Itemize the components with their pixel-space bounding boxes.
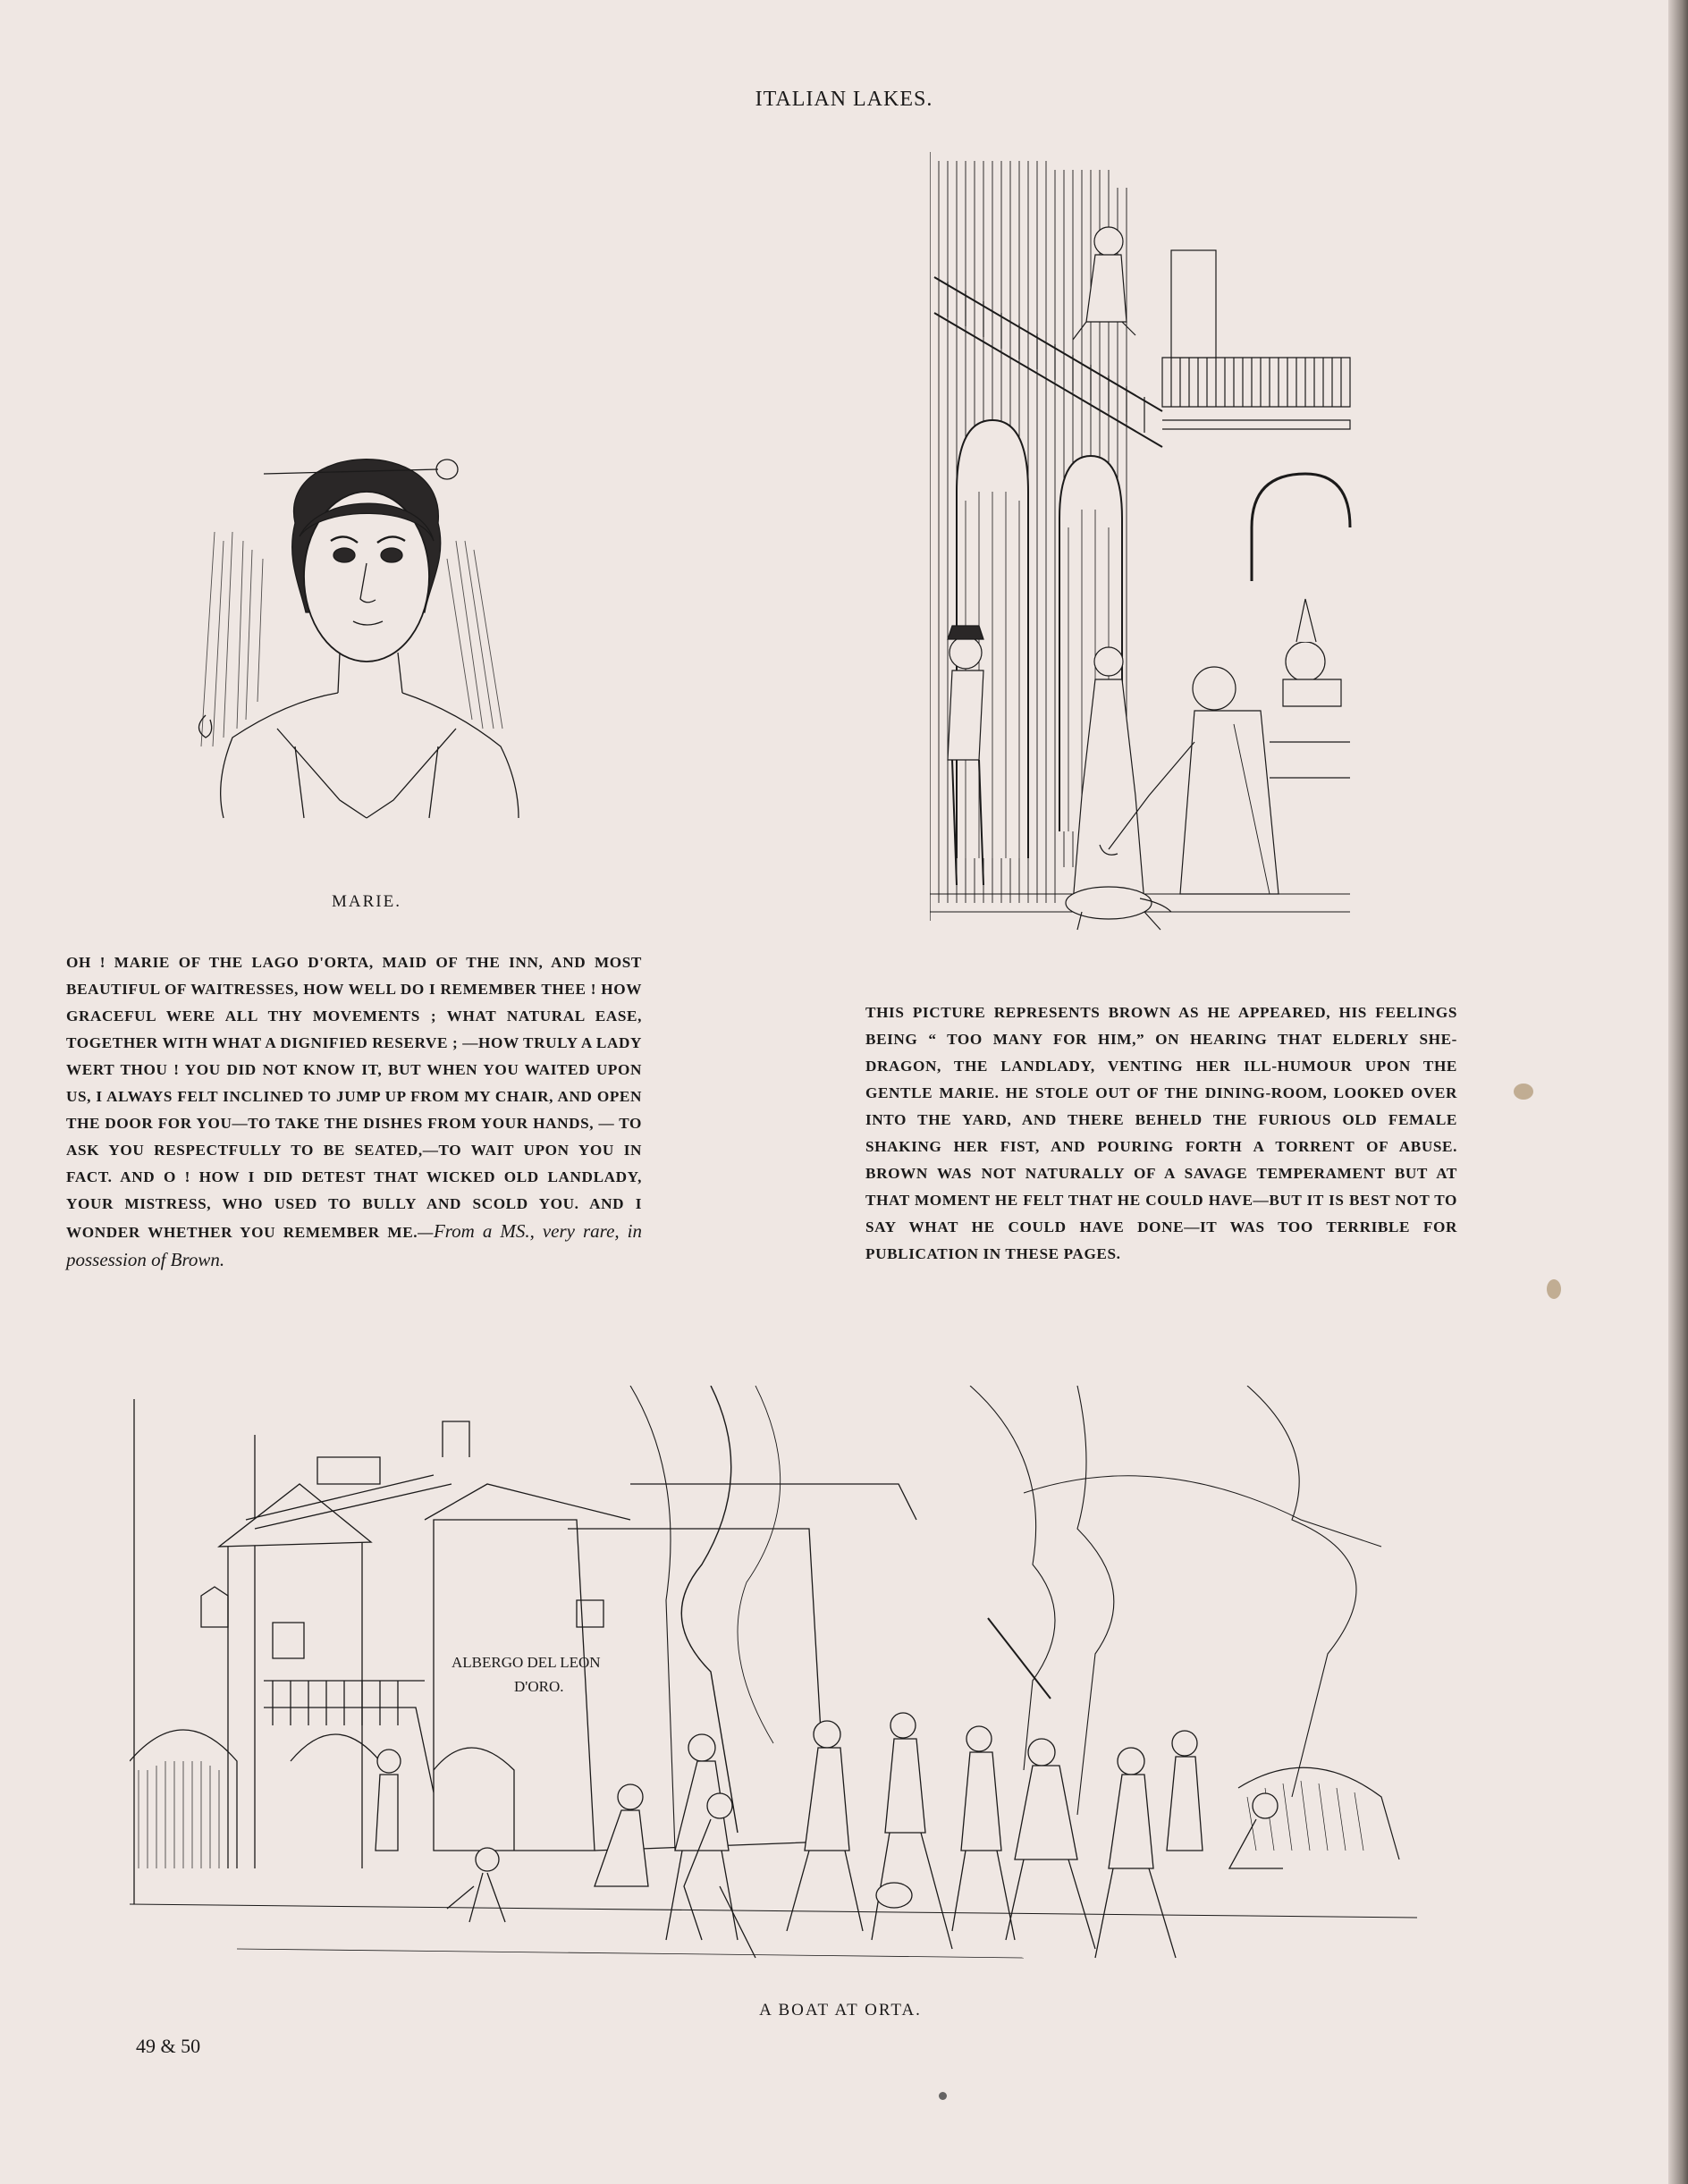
page-edge (1668, 0, 1688, 2184)
portrait-engraving (188, 407, 545, 827)
inn-sign-line2: D'ORO. (514, 1678, 564, 1695)
foxing-spot (1547, 1279, 1561, 1299)
foxing-spot (939, 2092, 947, 2100)
portrait-caption: MARIE. (332, 892, 401, 911)
brown-passage: THIS PICTURE REPRESENTS BROWN AS HE APPEARED, HIS FEELINGS BEING “ TOO MANY FOR HIM,” ON HEARING THAT ELDERLY SHE-DRAGON, THE LANDLADY, VENTING HER ILL-HUMOUR UPON THE GENTLE MARIE. HE STOLE OUT OF THE DINING-ROOM, LOOKED OVER INTO THE YARD, AND THERE BEHELD THE FURIOUS OLD FEMALE SHAKING HER FIST, AND POURING FORTH A TORRENT OF ABUSE. BROWN WAS NOT NATURALLY OF A SAVAGE TEMPERAMENT BUT AT THAT MOMENT HE FELT THAT HE COULD HAVE—BUT IT IS BEST NOT TO SAY WHAT HE COULD HAVE DONE—IT WAS TOO TERRIBLE FOR PUBLICATION IN THESE PAGES. (865, 1004, 1457, 1262)
courtyard-engraving (930, 152, 1359, 939)
inn-sign-line1: ALBERGO DEL LEON (452, 1654, 601, 1671)
foxing-spot (1514, 1084, 1533, 1100)
marie-passage-body: OH ! MARIE OF THE LAGO D'ORTA, MAID OF THE INN, AND MOST BEAUTIFUL OF WAITRESSES, HOW WELL DO I REMEMBER THEE ! HOW GRACEFUL WERE ALL THY MOVEMENTS ; WHAT NATURAL EASE, TOGETHER WITH WHAT A DIGNIFIED RESERVE ; —HOW TRULY A LADY WERT THOU ! YOU DID NOT KNOW IT, BUT WHEN YOU WAITED UPON US, I ALWAYS FELT INCLINED TO JUMP UP FROM MY CHAIR, AND OPEN THE DOOR FOR YOU—TO TAKE THE DISHES FROM YOUR HANDS, — TO ASK YOU RESPECTFULLY TO BE SEATED,—TO WAIT UPON YOU IN FACT. AND O ! HOW I DID DETEST THAT WICKED OLD LANDLADY, YOUR MISTRESS, WHO USED TO BULLY AND SCOLD YOU. AND I WONDER WHETHER YOU REMEMBER ME.— (66, 954, 642, 1241)
marie-passage-source: From a MS., very rare, in possession of Brown. (66, 1220, 642, 1270)
street-scene-caption: A BOAT AT ORTA. (759, 2001, 922, 2020)
marie-passage (66, 949, 642, 1275)
page-number: 49 & 50 (136, 2035, 201, 2057)
street-scene-engraving (130, 1386, 1435, 1994)
running-title: ITALIAN LAKES. (755, 88, 933, 111)
